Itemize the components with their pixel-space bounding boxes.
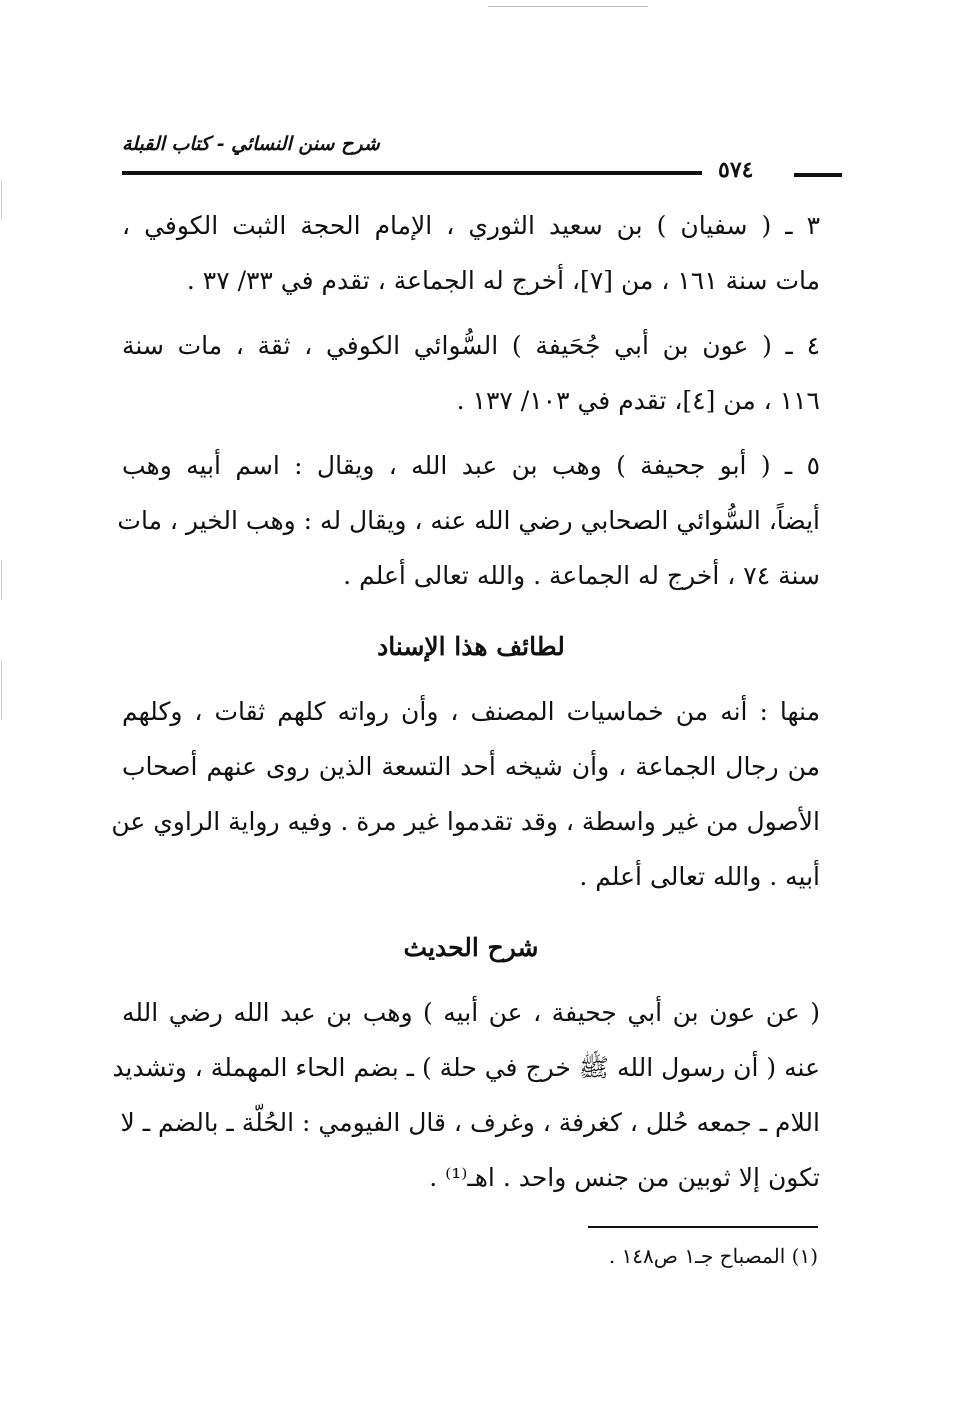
text-line: ١١٦ ، من [٤]، تقدم في ١٠٣/ ١٣٧ . — [456, 386, 820, 415]
text-line: من رجال الجماعة ، وأن شيخه أحد التسعة الذين روى عنهم أصحاب — [122, 752, 820, 781]
margin-guide — [1, 660, 2, 720]
running-title: شرح سنن النسائي - كتاب القبلة — [122, 133, 380, 155]
margin-guide — [1, 180, 2, 220]
page-number: ٥٧٤ — [718, 157, 754, 183]
page-number-dash — [794, 173, 842, 177]
text-line: عنه ( أن رسول الله ﷺ خرج في حلة ) ـ بضم الحاء المهملة ، وتشديد — [112, 1053, 820, 1082]
page-body — [111, 198, 820, 1205]
top-mark — [488, 6, 648, 7]
text-line: سنة ٧٤ ، أخرج له الجماعة . والله تعالى أعلم . — [343, 561, 820, 590]
text-line: اللام ـ جمعه حُلل ، كغرفة ، وغرف ، قال الفيومي : الحُلّة ـ بالضم ـ لا — [120, 1108, 820, 1137]
margin-guide — [1, 560, 2, 600]
text-line: أيضاً، السُّوائي الصحابي رضي الله عنه ، ويقال له : وهب الخير ، مات — [117, 506, 820, 535]
text-line: ٤ ـ ( عون بن أبي جُحَيفة ) السُّوائي الكوفي ، ثقة ، مات سنة — [122, 331, 820, 360]
page-header — [122, 133, 822, 183]
text-line: ٣ ـ ( سفيان ) بن سعيد الثوري ، الإمام الحجة الثبت الكوفي ، — [122, 211, 820, 240]
text-line: ٥ ـ ( أبو جحيفة ) وهب بن عبد الله ، ويقال : اسم أبيه وهب — [122, 451, 820, 480]
footnote-rule — [588, 1226, 818, 1228]
section-heading-hadith: شرح الحديث — [403, 933, 539, 962]
text-line: أبيه . والله تعالى أعلم . — [579, 862, 820, 891]
header-rule — [122, 171, 702, 175]
section-heading-isnad: لطائف هذا الإسناد — [377, 632, 565, 661]
footnote: (١) المصباح جـ١ ص١٤٨ . — [608, 1244, 818, 1268]
text-line: الأصول من غير واسطة ، وقد تقدموا غير مرة . وفيه رواية الراوي عن — [111, 807, 820, 836]
text-line: ( عن عون بن أبي جحيفة ، عن أبيه ) وهب بن عبد الله رضي الله — [122, 998, 820, 1027]
text-line: مات سنة ١٦١ ، من [٧]، أخرج له الجماعة ، تقدم في ٣٣/ ٣٧ . — [186, 266, 820, 295]
text-line: تكون إلا ثوبين من جنس واحد . اهـ⁽¹⁾ . — [429, 1163, 820, 1192]
text-line: منها : أنه من خماسيات المصنف ، وأن رواته كلهم ثقات ، وكلهم — [122, 697, 820, 726]
